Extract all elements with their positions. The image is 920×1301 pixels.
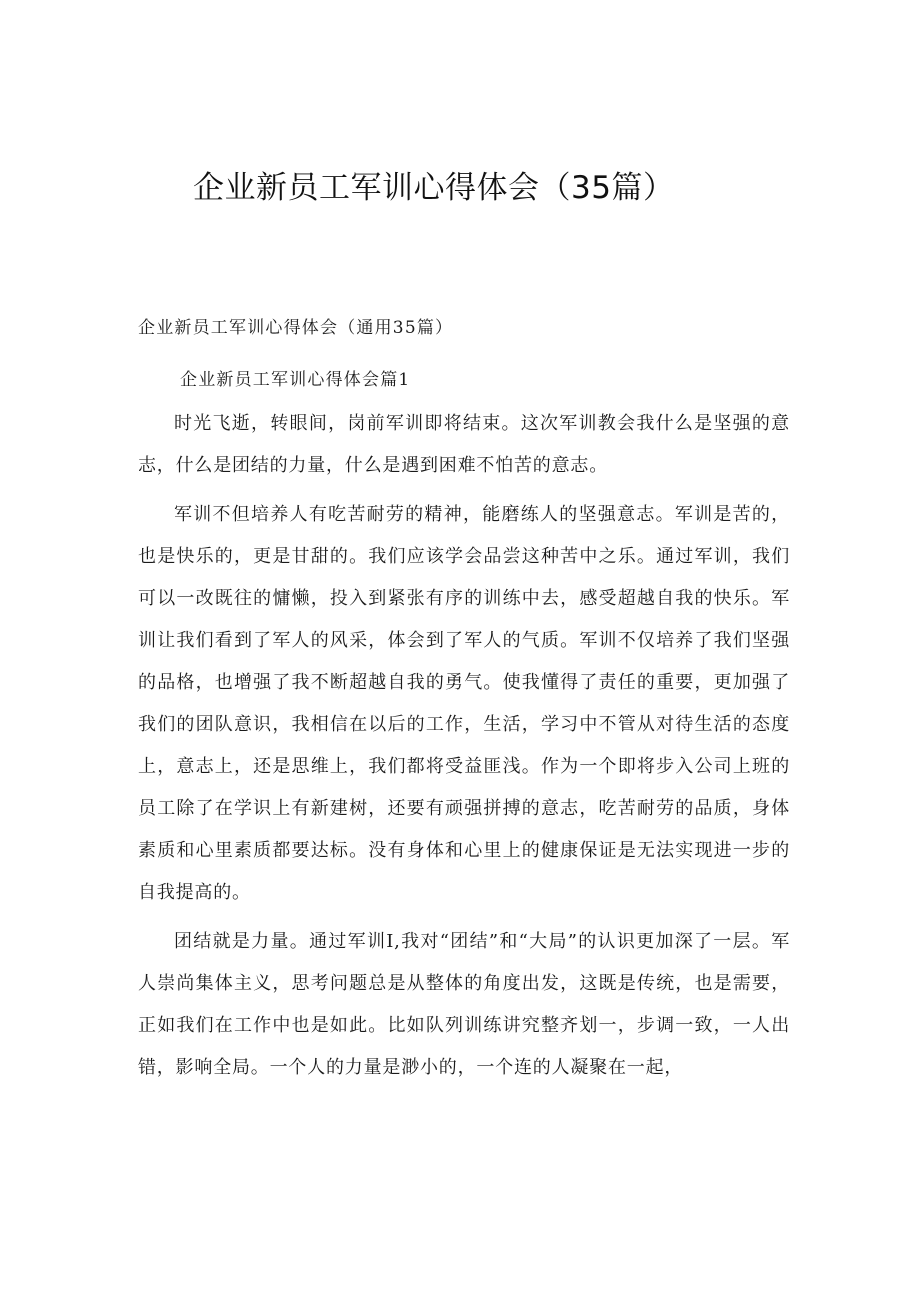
document-title: 企业新员工军训心得体会（35篇）: [193, 170, 675, 206]
section-heading: 企业新员工军训心得体会篇1: [180, 370, 411, 390]
paragraph-1: 时光飞逝，转眼间，岗前军训即将结束。这次军训教会我什么是坚强的意志，什么是团结的力量，什么是遇到困难不怕苦的意志。: [138, 413, 790, 476]
paragraph-2: 军训不但培养人有吃苦耐劳的精神，能磨练人的坚强意志。军训是苦的，也是快乐的，更是甘甜的。我们应该学会品尝这种苦中之乐。通过军训，我们可以一改既往的慵懒，投入到紧张有序的训练中去，感受超越自我的快乐。军训让我们看到了军人的风采，体会到了军人的气质。军训不仅培养了我们坚强的品格，也增强了我不断超越自我的勇气。使我懂得了责任的重要，更加强了我们的团队意识，我相信在以后的工作，生活，学习中不管从对待生活的态度上，意志上，还是思维上，我们都将受益匪浅。作为一个即将步入公司上班的员工除了在学识上有新建树，还要有顽强拼搏的意志，吃苦耐劳的品质，身体素质和心里素质都要达标。没有身体和心里上的健康保证是无法实现进一步的自我提高的。: [138, 504, 790, 903]
paragraph-3: 团结就是力量。通过军训I,我对“团结”和“大局”的认识更加深了一层。军人崇尚集体主义，思考问题总是从整体的角度出发，这既是传统，也是需要，正如我们在工作中也是如此。比如队列训练讲究整齐划一，步调一致，一人出错，影响全局。一个人的力量是渺小的，一个连的人凝聚在一起，: [138, 931, 790, 1078]
document-subtitle: 企业新员工军训心得体会（通用35篇）: [138, 318, 454, 338]
document-body: [138, 403, 790, 1089]
